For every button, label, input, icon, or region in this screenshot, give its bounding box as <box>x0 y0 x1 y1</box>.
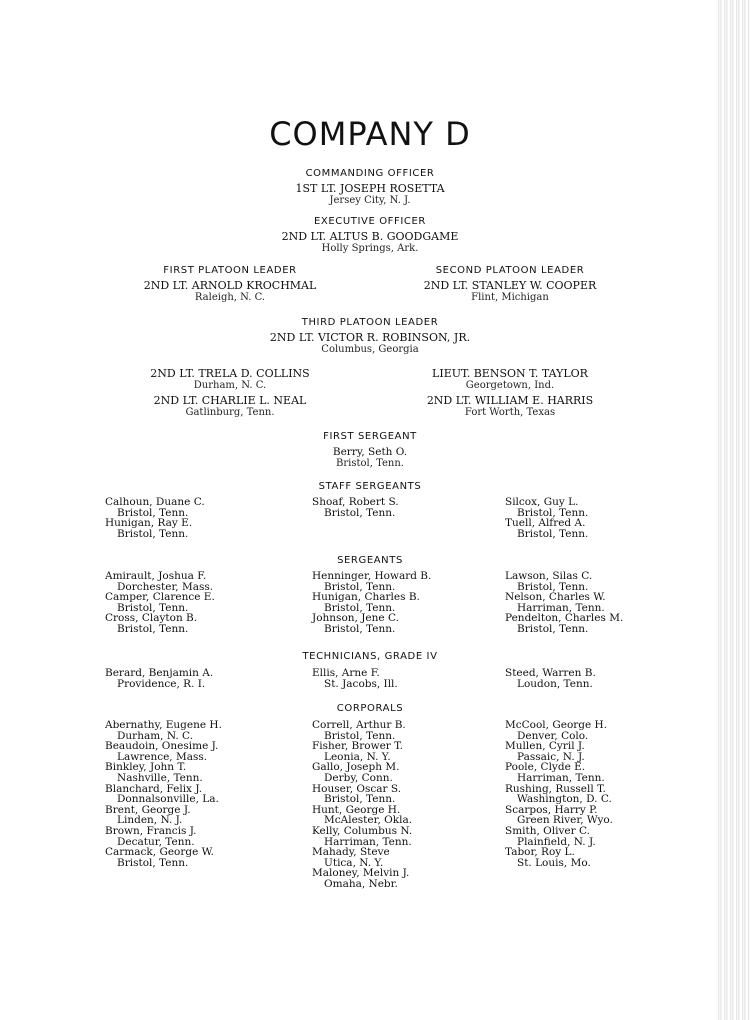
roster-name: Berard, Benjamin A. <box>105 667 214 679</box>
roster-home: Green River, Wyo. <box>517 814 613 827</box>
roster-name: Houser, Oscar S. <box>312 782 402 795</box>
roster-home: Bristol, Tenn. <box>517 527 589 540</box>
roster-name: Beaudoin, Onesime J. <box>105 740 219 753</box>
corporals-column-3 <box>505 720 613 868</box>
officer-name: 2ND LT. WILLIAM E. HARRIS <box>426 394 594 407</box>
roster-home: St. Louis, Mo. <box>517 856 591 869</box>
roster-name: Shoaf, Robert S. <box>312 496 399 508</box>
corporals-column-2 <box>312 720 412 890</box>
roster-name: Blanchard, Felix J. <box>105 782 203 795</box>
sergeants-header: SERGEANTS <box>337 555 403 566</box>
roster-home: Bristol, Tenn. <box>517 580 589 593</box>
executive-officer-name: 2ND LT. ALTUS B. GOODGAME <box>281 230 459 243</box>
roster-name: Kelly, Columbus N. <box>312 824 413 837</box>
page-title: COMPANY D <box>269 115 471 153</box>
roster-home: Leonia, N. Y. <box>324 750 391 763</box>
roster-name: Silcox, Guy L. <box>505 496 579 508</box>
roster-home: Bristol, Tenn. <box>324 601 396 614</box>
officer-name: 2ND LT. CHARLIE L. NEAL <box>153 394 307 407</box>
roster-name: Amirault, Joshua F. <box>105 570 207 582</box>
roster-name: Poole, Clyde E. <box>505 761 586 774</box>
roster-home: Bristol, Tenn. <box>117 506 189 519</box>
roster-name: Cross, Clayton B. <box>105 612 198 625</box>
sergeants-column-3 <box>505 571 623 635</box>
roster-name: Rushing, Russell T. <box>505 782 606 795</box>
commanding-officer-name: 1ST LT. JOSEPH ROSETTA <box>295 182 445 195</box>
first-sergeant-name: Berry, Seth O. <box>332 446 408 458</box>
roster-name: Camper, Clarence E. <box>105 591 215 604</box>
technicians-column-3 <box>505 668 596 689</box>
roster-name: Steed, Warren B. <box>505 667 596 679</box>
roster-home: Bristol, Tenn. <box>324 506 396 519</box>
roster-name: Gallo, Joseph M. <box>312 761 400 774</box>
roster-name: Correll, Arthur B. <box>312 719 406 731</box>
roster-name: Carmack, George W. <box>105 846 214 859</box>
roster-home: Harriman, Tenn. <box>517 601 605 614</box>
first-sergeant-home: Bristol, Tenn. <box>336 458 404 469</box>
roster-home: Derby, Conn. <box>324 771 393 784</box>
roster-home: Omaha, Nebr. <box>324 877 398 890</box>
roster-home: Harriman, Tenn. <box>324 835 412 848</box>
roster-home: Denver, Colo. <box>517 729 589 742</box>
roster-home: Utica, N. Y. <box>324 856 384 869</box>
second-platoon-header: SECOND PLATOON LEADER <box>435 265 585 276</box>
roster-name: Ellis, Arne F. <box>312 667 380 679</box>
second-platoon-name: 2ND LT. STANLEY W. COOPER <box>423 279 597 292</box>
roster-home: Durham, N. C. <box>117 729 194 742</box>
officer-home: Fort Worth, Texas <box>464 407 556 418</box>
page-edge <box>716 0 750 1020</box>
roster-home: Bristol, Tenn. <box>324 622 396 635</box>
technicians-header: TECHNICIANS, GRADE IV <box>302 651 438 662</box>
staff-sergeants-column-3 <box>505 497 588 539</box>
first-platoon-name: 2ND LT. ARNOLD KROCHMAL <box>143 279 317 292</box>
roster-home: Passaic, N. J. <box>517 750 585 763</box>
roster-home: Plainfield, N. J. <box>517 835 596 848</box>
first-platoon-home: Raleigh, N. C. <box>194 292 266 303</box>
roster-home: Bristol, Tenn. <box>324 793 396 806</box>
third-platoon-home: Columbus, Georgia <box>321 344 419 355</box>
technicians-column-1 <box>105 668 213 689</box>
roster-name: Tuell, Alfred A. <box>505 517 586 530</box>
officer-name: 2ND LT. TRELA D. COLLINS <box>150 367 310 380</box>
roster-home: Nashville, Tenn. <box>117 771 203 784</box>
roster-home: Loudon, Tenn. <box>517 677 593 690</box>
roster-home: Dorchester, Mass. <box>117 580 214 593</box>
roster-name: Mullen, Cyril J. <box>505 740 585 753</box>
officer-home: Durham, N. C. <box>193 380 267 391</box>
first-sergeant-header: FIRST SERGEANT <box>323 431 417 442</box>
roster-home: Donnalsonville, La. <box>117 793 219 806</box>
roster-name: Nelson, Charles W. <box>505 591 606 604</box>
commanding-officer-home: Jersey City, N. J. <box>329 195 411 206</box>
roster-home: Lawrence, Mass. <box>117 750 208 763</box>
roster-home: St. Jacobs, Ill. <box>324 677 398 690</box>
roster-name: Smith, Oliver C. <box>505 824 590 837</box>
roster-home: Bristol, Tenn. <box>117 622 189 635</box>
corporals-column-1 <box>105 720 222 868</box>
roster-name: Tabor, Roy L. <box>505 846 575 859</box>
officer-name: LIEUT. BENSON T. TAYLOR <box>432 367 588 380</box>
roster-name: Brent, George J. <box>105 803 191 816</box>
roster-home: Bristol, Tenn. <box>117 601 189 614</box>
roster-home: Bristol, Tenn. <box>517 622 589 635</box>
roster-name: Fisher, Brower T. <box>312 740 403 753</box>
staff-sergeants-header: STAFF SERGEANTS <box>318 481 422 492</box>
roster-name: Johnson, Jene C. <box>312 612 399 625</box>
roster-name: Binkley, John T. <box>105 761 187 774</box>
sergeants-column-2 <box>312 571 431 635</box>
executive-officer-home: Holly Springs, Ark. <box>321 243 419 254</box>
roster-name: McCool, George H. <box>505 719 608 731</box>
roster-name: Mahady, Steve <box>312 846 390 859</box>
roster-home: Bristol, Tenn. <box>324 729 396 742</box>
officer-home: Georgetown, Ind. <box>465 380 555 391</box>
technicians-column-2 <box>312 668 398 689</box>
first-platoon-header: FIRST PLATOON LEADER <box>163 265 297 276</box>
sergeants-column-1 <box>105 571 215 635</box>
roster-name: Abernathy, Eugene H. <box>105 719 222 731</box>
roster-name: Pendelton, Charles M. <box>505 612 624 625</box>
roster-name: Lawson, Silas C. <box>505 570 593 582</box>
roster-home: McAlester, Okla. <box>324 814 413 827</box>
roster-home: Decatur, Tenn. <box>117 835 195 848</box>
third-platoon-name: 2ND LT. VICTOR R. ROBINSON, JR. <box>269 331 471 344</box>
second-platoon-home: Flint, Michigan <box>471 292 549 303</box>
third-platoon-header: THIRD PLATOON LEADER <box>301 317 439 328</box>
roster-name: Hunigan, Ray E. <box>105 517 193 530</box>
roster-name: Scarpos, Harry P. <box>505 803 598 816</box>
roster-name: Hunt, George H. <box>312 803 401 816</box>
roster-home: Washington, D. C. <box>517 793 612 806</box>
roster-name: Henninger, Howard B. <box>312 570 432 582</box>
roster-name: Brown, Francis J. <box>105 824 197 837</box>
roster-home: Harriman, Tenn. <box>517 771 605 784</box>
roster-home: Bristol, Tenn. <box>517 506 589 519</box>
roster-home: Bristol, Tenn. <box>324 580 396 593</box>
roster-name: Maloney, Melvin J. <box>312 867 410 880</box>
roster-home: Providence, R. I. <box>117 677 206 690</box>
roster-name: Hunigan, Charles B. <box>312 591 420 604</box>
commanding-officer-header: COMMANDING OFFICER <box>305 168 435 179</box>
corporals-header: CORPORALS <box>336 703 404 714</box>
staff-sergeants-column-2 <box>312 497 399 518</box>
staff-sergeants-column-1 <box>105 497 205 539</box>
executive-officer-header: EXECUTIVE OFFICER <box>314 216 426 227</box>
roster-home: Bristol, Tenn. <box>117 527 189 540</box>
roster-home: Linden, N. J. <box>117 814 183 827</box>
roster-home: Bristol, Tenn. <box>117 856 189 869</box>
roster-name: Calhoun, Duane C. <box>105 496 205 508</box>
officer-home: Gatlinburg, Tenn. <box>185 407 275 418</box>
